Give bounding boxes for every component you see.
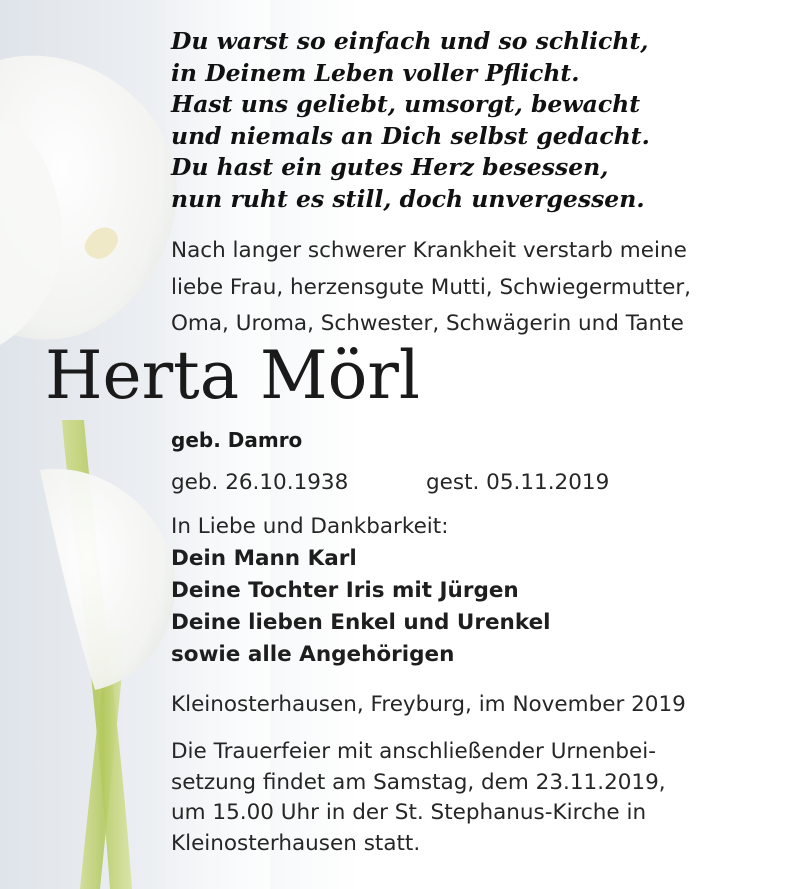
funeral-line: um 15.00 Uhr in der St. Stephanus-Kirche in [171, 800, 647, 825]
mourner-entry: sowie alle Angehörigen [171, 642, 455, 667]
death-announcement [171, 233, 781, 343]
poem-line: Du hast ein gutes Herz besessen, [171, 153, 609, 181]
mourner-entry: Deine lieben Enkel und Urenkel [171, 610, 551, 635]
announcement-line: liebe Frau, herzensgute Mutti, Schwiegermutter, [171, 274, 692, 300]
funeral-line: Kleinosterhausen statt. [171, 830, 421, 856]
poem-line: Du warst so einfach und so schlicht, [171, 27, 649, 55]
mourners-heading: In Liebe und Dankbarkeit: [171, 514, 449, 539]
mourner-entry: Dein Mann Karl [171, 546, 357, 571]
poem-line: in Deinem Leben voller Pflicht. [171, 58, 580, 87]
funeral-line: setzung findet am Samstag, dem 23.11.2019, [171, 769, 666, 795]
mourner-entry: Deine Tochter Iris mit Jürgen [171, 578, 519, 603]
memorial-poem [171, 26, 771, 215]
poem-line: Hast uns geliebt, umsorgt, bewacht [171, 90, 641, 118]
poem-line: nun ruht es still, doch unvergessen. [171, 184, 645, 213]
mourners-list [171, 511, 781, 671]
announcement-line: Nach langer schwerer Krankheit verstarb meine [171, 238, 687, 263]
place-and-date: Kleinosterhausen, Freyburg, im November 2019 [171, 692, 686, 717]
announcement-line: Oma, Uroma, Schwester, Schwägerin und Tante [171, 311, 684, 336]
funeral-line: Die Trauerfeier mit anschließender Urnenbei- [171, 739, 656, 764]
birth-date: geb. 26.10.1938 [171, 470, 349, 495]
maiden-name: geb. Damro [171, 428, 303, 452]
death-date: gest. 05.11.2019 [426, 470, 610, 495]
deceased-name: Herta Mörl [45, 337, 420, 414]
funeral-details [171, 737, 781, 859]
life-dates [171, 465, 610, 501]
poem-line: und niemals an Dich selbst gedacht. [171, 121, 650, 150]
